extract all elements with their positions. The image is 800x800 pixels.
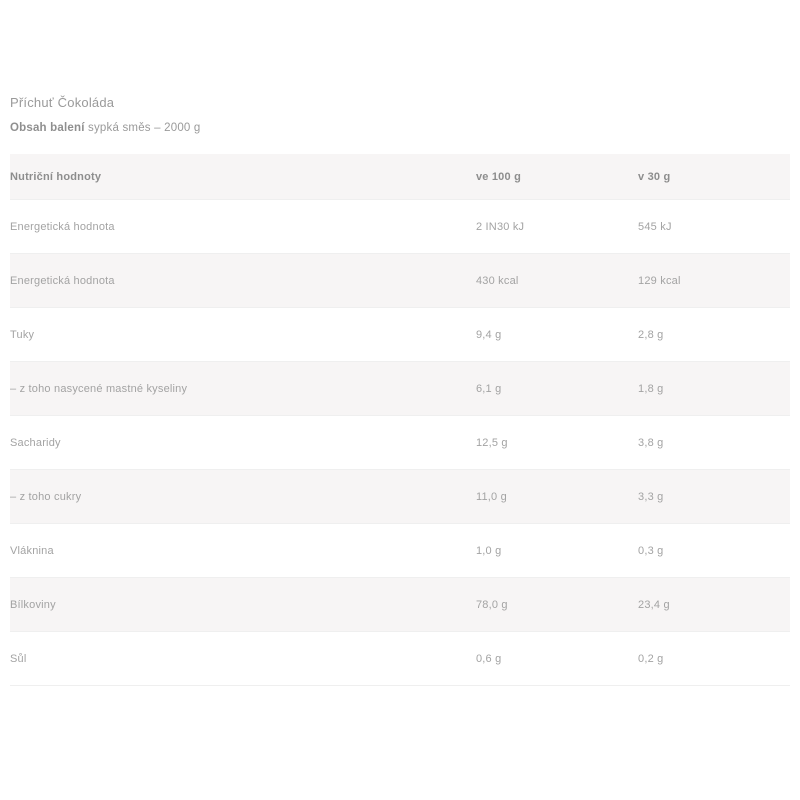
- table-row: [10, 416, 790, 470]
- row-per-serving: 1,8 g: [638, 362, 790, 416]
- row-name: Energetická hodnota: [10, 200, 476, 254]
- header-cell-per-serving: v 30 g: [638, 154, 790, 200]
- table-row: [10, 200, 790, 254]
- table-row: [10, 254, 790, 308]
- product-nutrition-block: [0, 95, 800, 686]
- row-per-100g: 11,0 g: [476, 470, 638, 524]
- row-per-serving: 3,8 g: [638, 416, 790, 470]
- row-per-100g: 78,0 g: [476, 578, 638, 632]
- row-name: Sacharidy: [10, 416, 476, 470]
- row-per-serving: 3,3 g: [638, 470, 790, 524]
- row-name: Sůl: [10, 632, 476, 686]
- row-per-100g: 1,0 g: [476, 524, 638, 578]
- row-per-100g: 430 kcal: [476, 254, 638, 308]
- package-value: sypká směs – 2000 g: [88, 122, 201, 134]
- row-name: Bílkoviny: [10, 578, 476, 632]
- row-name: Tuky: [10, 308, 476, 362]
- flavour-label: Příchuť: [10, 95, 54, 110]
- flavour-value: Čokoláda: [57, 95, 115, 110]
- row-per-serving: 129 kcal: [638, 254, 790, 308]
- package-line: [0, 110, 800, 134]
- row-name: Vláknina: [10, 524, 476, 578]
- flavour-line: [0, 95, 800, 110]
- row-name: Energetická hodnota: [10, 254, 476, 308]
- row-name: – z toho nasycené mastné kyseliny: [10, 362, 476, 416]
- row-per-serving: 2,8 g: [638, 308, 790, 362]
- table-row: [10, 524, 790, 578]
- table-header-row: [10, 154, 790, 200]
- header-cell-per-100g: ve 100 g: [476, 154, 638, 200]
- row-name: – z toho cukry: [10, 470, 476, 524]
- header-cell-name: Nutriční hodnoty: [10, 154, 476, 200]
- row-per-100g: 9,4 g: [476, 308, 638, 362]
- row-per-serving: 545 kJ: [638, 200, 790, 254]
- row-per-serving: 0,3 g: [638, 524, 790, 578]
- row-per-serving: 0,2 g: [638, 632, 790, 686]
- row-per-100g: 0,6 g: [476, 632, 638, 686]
- table-row: [10, 308, 790, 362]
- row-per-serving: 23,4 g: [638, 578, 790, 632]
- table-row: [10, 578, 790, 632]
- nutrition-table-body: [10, 154, 790, 686]
- table-row: [10, 470, 790, 524]
- row-per-100g: 2 IN30 kJ: [476, 200, 638, 254]
- table-row: [10, 362, 790, 416]
- table-row: [10, 632, 790, 686]
- package-label: Obsah balení: [10, 122, 85, 134]
- nutrition-table: [10, 154, 790, 686]
- row-per-100g: 6,1 g: [476, 362, 638, 416]
- row-per-100g: 12,5 g: [476, 416, 638, 470]
